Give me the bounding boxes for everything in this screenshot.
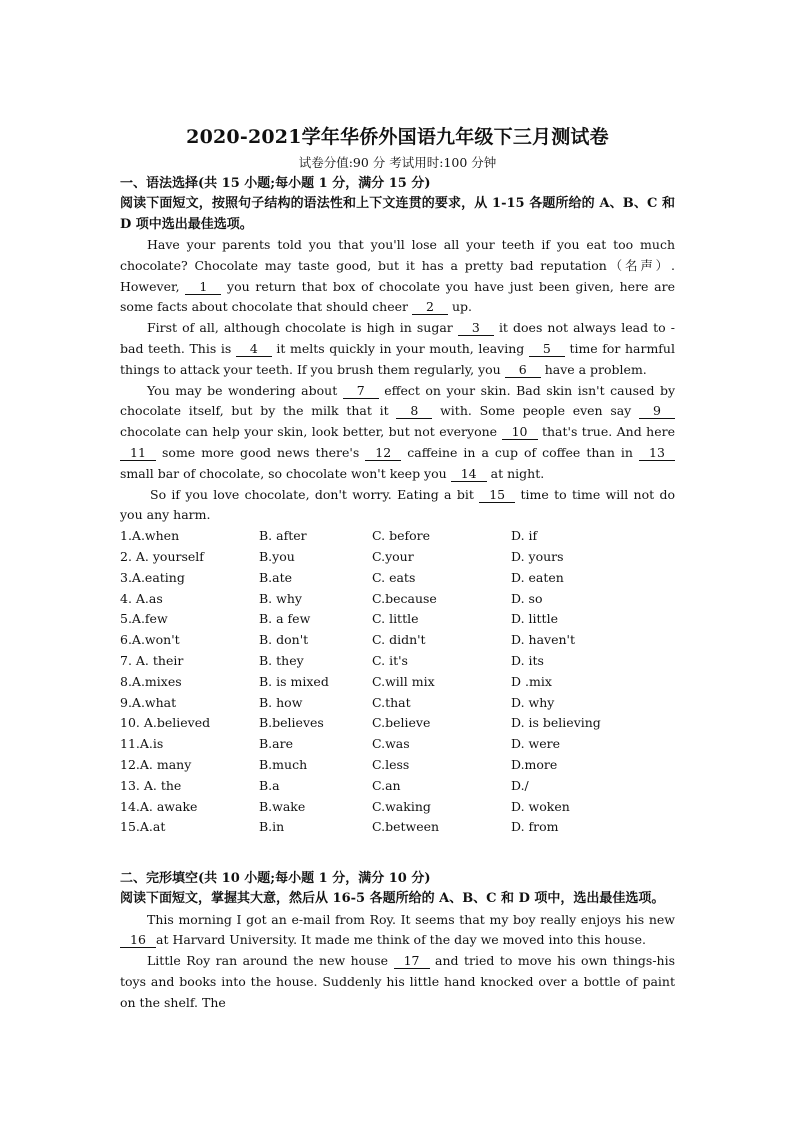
option-d: D .mix [511,673,552,689]
option-d: D. if [511,528,538,544]
option-c: C.was [372,736,410,752]
option-a: 15.A.at [120,819,166,835]
option-a: 9.A.what [120,694,177,710]
option-c: C.between [372,819,440,835]
option-c: C. little [372,611,419,627]
option-c: C. eats [372,569,416,585]
blank-16: 16 [120,932,156,948]
option-row [120,630,675,651]
passage2-paragraph-1 [120,910,675,952]
option-c: C.your [372,548,414,564]
option-b: B. don't [259,632,309,648]
text-segment: at night. [490,465,545,481]
option-b: B.you [259,548,295,564]
page-title: 2020-2021学年华侨外国语九年级下三月测试卷 [186,126,609,148]
option-row [120,713,675,734]
option-d: D. yours [511,548,564,564]
option-b: B.believes [259,715,324,731]
text-segment: small bar of chocolate, so chocolate won't keep you [120,465,447,481]
blank-4: 4 [236,341,272,357]
option-row [120,797,675,818]
option-row [120,734,675,755]
blank-1: 1 [185,279,221,295]
option-c: C. didn't [372,632,426,648]
text-segment: up. [451,299,472,315]
option-d: D.more [511,756,558,772]
text-segment: have a problem. [544,361,647,377]
option-a: 7. A. their [120,652,184,668]
text-segment: So if you love chocolate, don't worry. Eating a bit [150,486,474,502]
option-row [120,609,675,630]
option-b: B. is mixed [259,673,329,689]
blank-15: 15 [479,487,515,503]
section1-instruction: 阅读下面短文，按照句子结构的语法性和上下文连贯的要求，从 1-15 各题所给的 A、B、C 和 D 项中选出最佳选项。 [120,196,675,232]
option-d: D. were [511,736,560,752]
option-d: D./ [511,777,529,793]
text-segment: some more good news there's [162,444,360,460]
section-spacer [120,838,675,869]
option-a: 3.A.eating [120,569,185,585]
text-segment: First of all, although chocolate is high in sugar [147,320,453,336]
text-segment: that's true. And here [541,424,675,440]
option-d: D. little [511,611,558,627]
option-row [120,589,675,610]
blank-5: 5 [529,341,565,357]
option-row [120,547,675,568]
option-c: C.because [372,590,437,606]
option-a: 1.A.when [120,528,180,544]
option-d: D. from [511,819,559,835]
answer-options [120,526,675,838]
text-segment: effect on your skin. Bad skin isn't caused by chocolate itself, but by the milk that it [120,382,676,419]
option-d: D. eaten [511,569,564,585]
text-segment: Have your parents told you that you'll lose all your teeth if you eat too much chocolate? Chocolate may taste good, but it has a pretty bad reputation（名声）. However, [120,237,675,294]
option-b: B.wake [259,798,306,814]
text-segment: you return that box of chocolate you have just been given, here are some facts about chocolate that should cheer [120,278,676,315]
blank-11: 11 [120,445,156,461]
option-a: 6.A.won't [120,632,180,648]
option-b: B. a few [259,611,311,627]
option-d: D. is believing [511,715,601,731]
text-segment: You may be wondering about [147,382,338,398]
blank-12: 12 [365,445,401,461]
blank-9: 9 [639,403,675,419]
blank-17: 17 [394,953,430,969]
text-segment: caffeine in a cup of coffee than in [407,444,633,460]
blank-10: 10 [502,424,538,440]
blank-2: 2 [412,299,448,315]
option-c: C. it's [372,652,408,668]
passage2-paragraph-2 [120,951,675,1013]
passage1-paragraph-1 [120,235,675,318]
option-d: D. so [511,590,543,606]
option-b: B.much [259,756,308,772]
option-c: C.will mix [372,673,435,689]
option-d: D. woken [511,798,570,814]
blank-6: 6 [505,362,541,378]
option-d: D. its [511,652,544,668]
option-row [120,817,675,838]
section2-heading: 二、完形填空(共 10 小题;每小题 1 分，满分 10 分) [120,871,431,887]
option-a: 12.A. many [120,756,192,772]
option-c: C.an [372,777,401,793]
option-a: 14.A. awake [120,798,198,814]
passage1-paragraph-2 [120,318,675,380]
text-segment: and tried to move his own things-his toys and books into the house. Suddenly his little hand knocked over a bottle of paint on the shelf. The [120,953,676,1010]
option-row [120,755,675,776]
text-segment: This morning I got an e-mail from Roy. It seems that my boy really enjoys his new [147,911,675,927]
option-a: 5.A.few [120,611,168,627]
blank-7: 7 [343,383,379,399]
exam-content [120,124,675,1014]
option-row [120,693,675,714]
passage1-paragraph-4 [120,485,675,527]
blank-14: 14 [451,466,487,482]
option-a: 13. A. the [120,777,182,793]
text-segment: at Harvard University. It made me think of the day we moved into this house. [156,932,646,948]
option-c: C.believe [372,715,431,731]
option-row [120,651,675,672]
option-a: 11.A.is [120,736,164,752]
option-c: C. before [372,528,430,544]
option-c: C.waking [372,798,431,814]
option-c: C.that [372,694,411,710]
option-b: B. after [259,528,307,544]
option-d: D. why [511,694,555,710]
section2-instruction: 阅读下面短文，掌握其大意，然后从 16-5 各题所给的 A、B、C 和 D 项中，选出最佳选项。 [120,891,665,907]
section1-heading: 一、语法选择(共 15 小题;每小题 1 分，满分 15 分) [120,176,431,191]
option-a: 4. A.as [120,590,163,606]
option-row [120,568,675,589]
option-d: D. haven't [511,632,575,648]
option-c: C.less [372,756,410,772]
option-b: B.a [259,777,280,793]
exam-info: 试卷分值:90 分 考试用时:100 分钟 [298,155,497,170]
option-a: 2. A. yourself [120,548,204,564]
text-segment: it does not always lead to -bad teeth. This is [120,320,675,356]
option-b: B. why [259,590,302,606]
option-b: B.in [259,819,285,835]
option-b: B. how [259,694,303,710]
blank-13: 13 [639,445,675,461]
option-row [120,776,675,797]
option-a: 10. A.believed [120,715,211,731]
blank-3: 3 [458,320,494,336]
text-segment: time for harmful things to attack your teeth. If you brush them regularly, you [120,340,675,377]
option-row [120,672,675,693]
option-b: B.ate [259,569,293,585]
text-segment: it melts quickly in your mouth, leaving [276,340,525,356]
text-segment: time to time will not do you any harm. [120,486,675,523]
text-segment: chocolate can help your skin, look better, but not everyone [120,424,498,440]
option-b: B. they [259,652,304,668]
option-a: 8.A.mixes [120,673,182,689]
text-segment: Little Roy ran around the new house [147,953,389,969]
option-row [120,526,675,547]
passage1-paragraph-3 [120,381,675,485]
blank-8: 8 [396,403,432,419]
option-b: B.are [259,736,293,752]
text-segment: with. Some people even say [440,403,632,419]
